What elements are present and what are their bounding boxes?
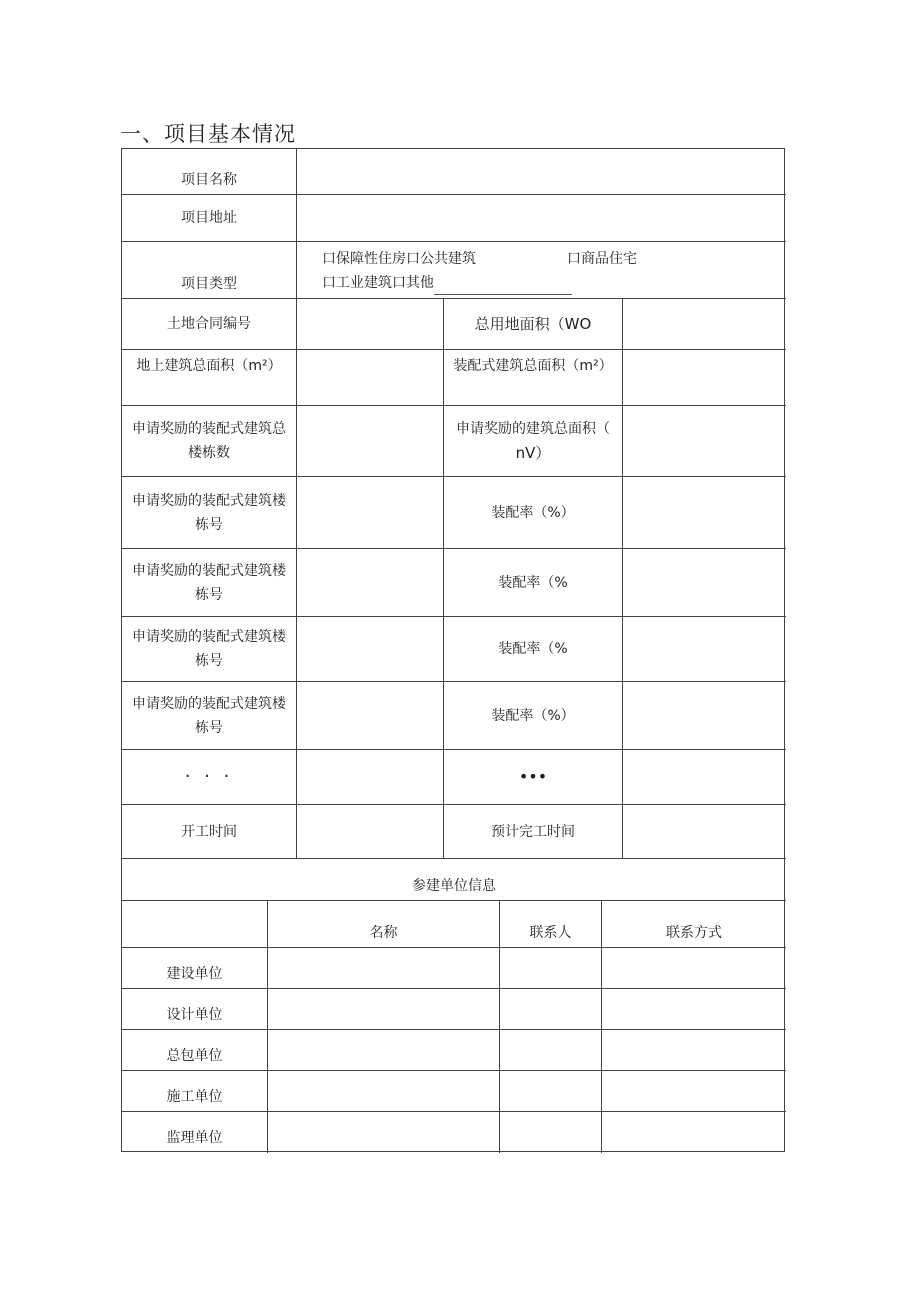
building-no-field-2[interactable] — [297, 549, 443, 616]
unit-contact-field-design[interactable] — [500, 989, 601, 1029]
apply-buildings-count-label — [122, 406, 296, 476]
col-contact-method-header: 联系方式 — [666, 925, 722, 941]
unit-label-design: 设计单位 — [166, 1007, 223, 1023]
above-ground-area-label: 地上建筑总面积（m²） — [136, 358, 282, 374]
start-time-field[interactable] — [297, 805, 443, 858]
completion-time-label: 预计完工时间 — [491, 823, 575, 840]
apply-area-label-line2: nV） — [515, 444, 551, 462]
header-blank — [122, 901, 267, 947]
unit-name-field-design[interactable] — [268, 989, 499, 1029]
prefab-total-area-label: 装配式建筑总面积（m²） — [453, 358, 613, 374]
building-no-field-1[interactable] — [297, 477, 443, 548]
assembly-rate-field-4[interactable] — [623, 682, 786, 749]
assembly-rate-field-3[interactable] — [623, 617, 786, 681]
type-options-line2-text: 口工业建筑口其他 — [322, 275, 434, 291]
building-no-label-1 — [122, 477, 296, 548]
start-time-label: 开工时间 — [181, 823, 237, 840]
section-heading: 一、项目基本情况 — [120, 122, 296, 146]
col-name-header: 名称 — [369, 925, 398, 941]
above-ground-area-field[interactable] — [297, 350, 443, 405]
apply-buildings-count-field[interactable] — [297, 406, 443, 476]
ellipsis-right: ••• — [518, 767, 548, 786]
unit-label-construction: 建设单位 — [166, 966, 223, 982]
building-no-field-3[interactable] — [297, 617, 443, 681]
unit-phone-field-design[interactable] — [602, 989, 786, 1029]
unit-name-field-supervision[interactable] — [268, 1112, 499, 1152]
apply-area-field[interactable] — [623, 406, 786, 476]
assembly-rate-label-2: 装配率（% — [498, 574, 568, 591]
apply-area-label — [444, 406, 622, 476]
project-name-label: 项目名称 — [181, 172, 237, 188]
building-no-label-4 — [122, 682, 296, 749]
building-no-label-3 — [122, 617, 296, 681]
type-option-commercial[interactable]: 口商品住宅 — [567, 251, 637, 267]
apply-buildings-count-label-line2: 楼栋数 — [188, 445, 230, 461]
unit-label-builder: 施工单位 — [166, 1089, 223, 1105]
assembly-rate-label-1: 装配率（%） — [491, 504, 575, 521]
other-type-blank[interactable] — [434, 278, 572, 295]
unit-contact-field-builder[interactable] — [500, 1071, 601, 1111]
building-no-label-2-line2: 栋号 — [195, 586, 223, 603]
apply-buildings-count-label-line1: 申请奖励的装配式建筑总 — [132, 421, 286, 437]
type-options-line2[interactable] — [322, 271, 622, 295]
unit-contact-field-general-contractor[interactable] — [500, 1030, 601, 1070]
building-no-label-4-line1: 申请奖励的装配式建筑楼 — [132, 695, 286, 712]
unit-name-field-general-contractor[interactable] — [268, 1030, 499, 1070]
total-land-area-label: 总用地面积（WO — [474, 315, 592, 333]
project-type-label: 项目类型 — [181, 276, 237, 292]
completion-time-field[interactable] — [623, 805, 786, 858]
project-info-table — [121, 148, 785, 1152]
project-name-field[interactable] — [297, 149, 786, 194]
ellipsis-left: · · · — [184, 766, 234, 787]
unit-name-field-construction[interactable] — [268, 948, 499, 988]
col-contact-header: 联系人 — [529, 925, 572, 941]
unit-contact-field-supervision[interactable] — [500, 1112, 601, 1152]
land-contract-field[interactable] — [297, 299, 443, 349]
building-no-label-3-line1: 申请奖励的装配式建筑楼 — [132, 629, 286, 645]
building-no-label-1-line2: 栋号 — [195, 516, 223, 533]
building-no-label-2-line1: 申请奖励的装配式建筑楼 — [132, 562, 286, 579]
unit-name-field-builder[interactable] — [268, 1071, 499, 1111]
assembly-rate-field-1[interactable] — [623, 477, 786, 548]
unit-label-supervision: 监理单位 — [166, 1130, 223, 1146]
unit-phone-field-supervision[interactable] — [602, 1112, 786, 1152]
project-address-label: 项目地址 — [181, 210, 237, 226]
building-no-label-1-line1: 申请奖励的装配式建筑楼 — [132, 492, 286, 509]
assembly-rate-label-4: 装配率（%） — [491, 707, 575, 724]
building-no-field-4[interactable] — [297, 682, 443, 749]
assembly-rate-label-3: 装配率（% — [498, 641, 568, 657]
participants-title: 参建单位信息 — [412, 878, 496, 894]
ellipsis-field-left[interactable] — [297, 750, 443, 804]
assembly-rate-field-2[interactable] — [623, 549, 786, 616]
unit-phone-field-general-contractor[interactable] — [602, 1030, 786, 1070]
land-contract-label: 土地合同编号 — [167, 316, 251, 332]
prefab-total-area-field[interactable] — [623, 350, 786, 405]
apply-area-label-line1: 申请奖励的建筑总面积（ — [456, 421, 610, 437]
unit-phone-field-builder[interactable] — [602, 1071, 786, 1111]
ellipsis-field-right[interactable] — [623, 750, 786, 804]
type-options-line1[interactable]: 口保障性住房口公共建筑 — [322, 251, 476, 267]
building-no-label-3-line2: 栋号 — [195, 653, 223, 669]
unit-label-general-contractor: 总包单位 — [166, 1048, 223, 1064]
total-land-area-field[interactable] — [623, 299, 786, 349]
project-address-field[interactable] — [297, 195, 786, 241]
building-no-label-4-line2: 栋号 — [195, 719, 223, 736]
unit-phone-field-construction[interactable] — [602, 948, 786, 988]
unit-contact-field-construction[interactable] — [500, 948, 601, 988]
building-no-label-2 — [122, 549, 296, 616]
